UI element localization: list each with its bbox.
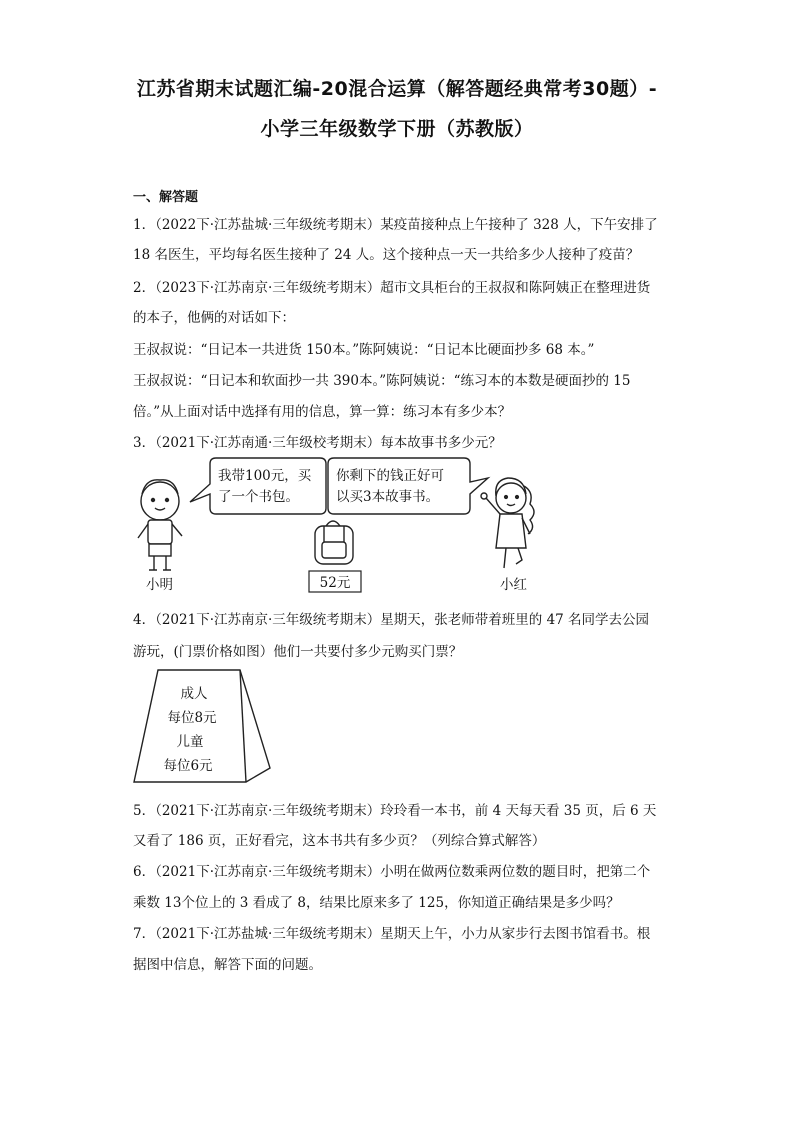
bubble-left-text-2: 了一个书包。 <box>218 489 299 505</box>
question-2-line-1: 2．（2023下·江苏南京·三年级统考期末）超市文具柜台的王叔叔和陈阿姨正在整理进货 <box>133 280 651 296</box>
backpack-price-label: 52元 <box>319 575 351 591</box>
question-6-line-1: 6．（2021下·江苏南京·三年级统考期末）小明在做两位数乘两位数的题目时，把第二个 <box>133 864 651 880</box>
bubble-right-text-1: 你剩下的钱正好可 <box>336 468 444 484</box>
question-2-line-2: 的本子，他俩的对话如下： <box>133 310 295 326</box>
question-7-line-2: 据图中信息，解答下面的问题。 <box>133 957 322 973</box>
question-6-line-2: 乘数 13个位上的 3 看成了 8，结果比原来多了 125，你知道正确结果是多少吗？ <box>133 895 620 911</box>
girl-figure <box>481 478 534 568</box>
boy-name-label: 小明 <box>146 577 173 593</box>
question-2-line-4: 王叔叔说：“日记本和软面抄一共 390本。”陈阿姨说：“练习本的本数是硬面抄的 15 <box>133 373 631 389</box>
girl-name-label: 小红 <box>500 577 527 593</box>
boy-figure <box>138 480 182 570</box>
sign-line-1: 成人 <box>180 686 208 702</box>
question-4-line-1: 4．（2021下·江苏南京·三年级统考期末）星期天，张老师带着班里的 47 名同学去公园 <box>133 612 650 628</box>
question-7-line-1: 7．（2021下·江苏盐城·三年级统考期末）星期天上午，小力从家步行去图书馆看书。根 <box>133 926 651 942</box>
question-1-line-2: 18 名医生，平均每名医生接种了 24 人。这个接种点一天一共给多少人接种了疫苗？ <box>133 247 640 263</box>
document-title-line-2: 小学三年级数学下册（苏教版） <box>260 118 534 140</box>
question-1-line-1: 1．（2022下·江苏盐城·三年级统考期末）某疫苗接种点上午接种了 328 人，下午安排了 <box>133 217 658 233</box>
speech-bubble-left <box>190 458 326 514</box>
sign-line-3: 儿童 <box>176 734 204 750</box>
question-2-line-5: 倍。”从上面对话中选择有用的信息，算一算：练习本有多少本？ <box>133 404 512 420</box>
question-5-line-1: 5．（2021下·江苏南京·三年级统考期末）玲玲看一本书，前 4 天每天看 35 页，后 6 天 <box>133 803 657 819</box>
question-4-line-2: 游玩，(门票价格如图）他们一共要付多少元购买门票？ <box>133 644 463 660</box>
question-5-line-2: 又看了 186 页，正好看完，这本书共有多少页？（列综合算式解答） <box>133 833 546 849</box>
section-heading: 一、解答题 <box>133 190 199 205</box>
speech-bubble-right <box>328 458 488 514</box>
question-2-line-3: 王叔叔说：“日记本一共进货 150本。”陈阿姨说：“日记本比硬面抄多 68 本。” <box>133 342 595 358</box>
ticket-price-sign <box>130 668 280 788</box>
question-3-line-1: 3．（2021下·江苏南通·三年级校考期末）每本故事书多少元？ <box>133 435 502 451</box>
bubble-right-text-2: 以买3本故事书。 <box>336 489 440 505</box>
backpack-icon <box>315 521 353 564</box>
question-3-illustration <box>128 456 568 598</box>
bubble-left-text-1: 我带100元，买 <box>218 468 312 484</box>
sign-line-4: 每位6元 <box>163 758 213 774</box>
document-title-line-1: 江苏省期末试题汇编-20混合运算（解答题经典常考30题）- <box>136 78 658 100</box>
sign-line-2: 每位8元 <box>167 710 217 726</box>
